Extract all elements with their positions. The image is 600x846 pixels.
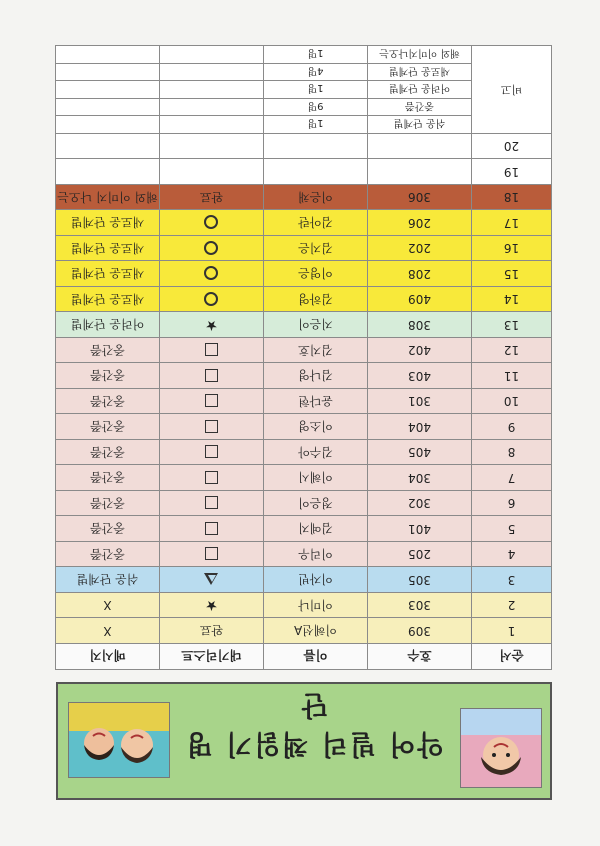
- order-cell: 18: [472, 185, 552, 211]
- note-level: 어려운 단계별: [368, 81, 472, 99]
- name-cell: 이혜시: [264, 465, 368, 491]
- order-cell: 20: [472, 134, 552, 160]
- waitlist-cell: [160, 261, 264, 287]
- column-header-order: 순서: [472, 644, 552, 670]
- table-row: [56, 363, 552, 389]
- message-cell: [56, 159, 160, 185]
- note-level: 쉬운 단계별: [368, 116, 472, 134]
- room-cell: [368, 159, 472, 185]
- waitlist-cell: [160, 312, 264, 338]
- note-count: 1명: [264, 81, 368, 99]
- room-cell: 308: [368, 312, 472, 338]
- message-cell: 새로운 단계별: [56, 287, 160, 313]
- table-row: [56, 593, 552, 619]
- note-empty-cell: [56, 116, 160, 134]
- order-cell: 5: [472, 516, 552, 542]
- name-cell: 정은이: [264, 491, 368, 517]
- waitlist-cell: 완료: [160, 618, 264, 644]
- box-mark-icon: [205, 343, 218, 356]
- message-cell: 해외 이미지 나오는: [56, 185, 160, 211]
- message-cell: 쉬운 단계별: [56, 567, 160, 593]
- table-row: [56, 618, 552, 644]
- note-level: 중간쯤: [368, 99, 472, 117]
- message-cell: 새로운 단계별: [56, 261, 160, 287]
- table-row: [56, 236, 552, 262]
- table-header-row: [56, 644, 552, 670]
- order-cell: 15: [472, 261, 552, 287]
- note-row: [56, 116, 552, 134]
- order-cell: 10: [472, 389, 552, 415]
- order-cell: 2: [472, 593, 552, 619]
- message-cell: 중간쯤: [56, 389, 160, 415]
- room-cell: [368, 134, 472, 160]
- photo-right: [68, 702, 170, 778]
- triangle-mark-icon: [205, 573, 219, 585]
- room-cell: 208: [368, 261, 472, 287]
- box-mark-icon: [205, 420, 218, 433]
- circle-mark-icon: [205, 216, 219, 230]
- table-row: [56, 491, 552, 517]
- note-level: 해외 이미지나오는: [368, 46, 472, 64]
- order-cell: 3: [472, 567, 552, 593]
- order-cell: 7: [472, 465, 552, 491]
- waitlist-cell: [160, 134, 264, 160]
- table-row: [56, 134, 552, 160]
- waitlist-cell: [160, 414, 264, 440]
- star-mark-icon: ★: [205, 316, 218, 333]
- table-row: [56, 542, 552, 568]
- message-cell: 중간쯤: [56, 414, 160, 440]
- note-count: 4명: [264, 64, 368, 82]
- table-row: [56, 261, 552, 287]
- order-cell: 16: [472, 236, 552, 262]
- notes-label: 비고: [472, 46, 552, 134]
- table-row: [56, 389, 552, 415]
- name-cell: 이자빈: [264, 567, 368, 593]
- message-cell: 중간쯤: [56, 363, 160, 389]
- circle-mark-icon: [205, 292, 219, 306]
- room-cell: 303: [368, 593, 472, 619]
- room-cell: 401: [368, 516, 472, 542]
- waitlist-cell: [160, 287, 264, 313]
- table-row: [56, 159, 552, 185]
- waitlist-cell: [160, 440, 264, 466]
- room-cell: 205: [368, 542, 472, 568]
- message-cell: 새로운 단계별: [56, 210, 160, 236]
- reading-list-table: [55, 46, 552, 671]
- waitlist-cell: [160, 567, 264, 593]
- star-mark-icon: ★: [205, 597, 218, 614]
- table-row: [56, 516, 552, 542]
- name-cell: 김나영: [264, 363, 368, 389]
- order-cell: 19: [472, 159, 552, 185]
- order-cell: 4: [472, 542, 552, 568]
- note-empty-cell: [56, 46, 160, 64]
- room-cell: 402: [368, 338, 472, 364]
- order-cell: 12: [472, 338, 552, 364]
- reading-list-table-wrap: [56, 46, 552, 671]
- children-photo-icon: [69, 703, 169, 777]
- table-row: [56, 287, 552, 313]
- waitlist-cell: 완료: [160, 185, 264, 211]
- column-header-room: 호수: [368, 644, 472, 670]
- room-cell: 404: [368, 414, 472, 440]
- room-cell: 202: [368, 236, 472, 262]
- message-cell: 어려운 단계별: [56, 312, 160, 338]
- title-banner: [56, 682, 552, 800]
- name-cell: 김하영: [264, 287, 368, 313]
- name-cell: 김지호: [264, 338, 368, 364]
- column-header-message: 메시지: [56, 644, 160, 670]
- column-header-name: 이름: [264, 644, 368, 670]
- room-cell: 302: [368, 491, 472, 517]
- message-cell: X: [56, 618, 160, 644]
- order-cell: 1: [472, 618, 552, 644]
- photo-left: [460, 708, 542, 788]
- box-mark-icon: [205, 445, 218, 458]
- table-row: [56, 567, 552, 593]
- name-cell: 윤다현: [264, 389, 368, 415]
- message-cell: 중간쯤: [56, 440, 160, 466]
- table-row: [56, 440, 552, 466]
- order-cell: 8: [472, 440, 552, 466]
- message-cell: 중간쯤: [56, 542, 160, 568]
- note-empty-cell: [160, 64, 264, 82]
- name-cell: 김아란: [264, 210, 368, 236]
- table-row: [56, 465, 552, 491]
- name-cell: 이리우: [264, 542, 368, 568]
- note-count: 9명: [264, 99, 368, 117]
- waitlist-cell: [160, 516, 264, 542]
- order-cell: 9: [472, 414, 552, 440]
- order-cell: 17: [472, 210, 552, 236]
- circle-mark-icon: [205, 241, 219, 255]
- table-row: [56, 185, 552, 211]
- child-photo-icon: [461, 709, 541, 787]
- name-cell: 김수아: [264, 440, 368, 466]
- note-empty-cell: [56, 99, 160, 117]
- box-mark-icon: [205, 471, 218, 484]
- waitlist-cell: [160, 210, 264, 236]
- message-cell: [56, 134, 160, 160]
- note-level: 새로운 단계별: [368, 64, 472, 82]
- name-cell: 이미나: [264, 593, 368, 619]
- name-cell: 이은채: [264, 185, 368, 211]
- note-count: 1명: [264, 46, 368, 64]
- waitlist-cell: [160, 159, 264, 185]
- message-cell: X: [56, 593, 160, 619]
- message-cell: 중간쯤: [56, 465, 160, 491]
- circle-mark-icon: [205, 267, 219, 281]
- order-cell: 14: [472, 287, 552, 313]
- name-cell: [264, 159, 368, 185]
- room-cell: 306: [368, 185, 472, 211]
- name-cell: 김예지: [264, 516, 368, 542]
- message-cell: 중간쯤: [56, 516, 160, 542]
- box-mark-icon: [205, 496, 218, 509]
- name-cell: 지은이: [264, 312, 368, 338]
- note-empty-cell: [160, 99, 264, 117]
- room-cell: 309: [368, 618, 472, 644]
- order-cell: 11: [472, 363, 552, 389]
- waitlist-cell: [160, 491, 264, 517]
- room-cell: 206: [368, 210, 472, 236]
- order-cell: 6: [472, 491, 552, 517]
- room-cell: 305: [368, 567, 472, 593]
- name-cell: 김지은: [264, 236, 368, 262]
- room-cell: 405: [368, 440, 472, 466]
- table-row: [56, 338, 552, 364]
- room-cell: 409: [368, 287, 472, 313]
- waitlist-cell: [160, 593, 264, 619]
- waitlist-cell: [160, 338, 264, 364]
- waitlist-cell: [160, 363, 264, 389]
- name-cell: [264, 134, 368, 160]
- box-mark-icon: [205, 394, 218, 407]
- name-cell: 이영은: [264, 261, 368, 287]
- table-body: [56, 46, 552, 644]
- box-mark-icon: [205, 522, 218, 535]
- name-cell: 이혜선A: [264, 618, 368, 644]
- table-row: [56, 414, 552, 440]
- room-cell: 403: [368, 363, 472, 389]
- waitlist-cell: [160, 542, 264, 568]
- box-mark-icon: [205, 547, 218, 560]
- column-header-waitlist: 대기리스트: [160, 644, 264, 670]
- waitlist-cell: [160, 465, 264, 491]
- note-empty-cell: [56, 64, 160, 82]
- waitlist-cell: [160, 236, 264, 262]
- note-empty-cell: [160, 116, 264, 134]
- message-cell: 중간쯤: [56, 338, 160, 364]
- box-mark-icon: [205, 369, 218, 382]
- name-cell: 이소영: [264, 414, 368, 440]
- note-count: 1명: [264, 116, 368, 134]
- table-row: [56, 312, 552, 338]
- note-empty-cell: [160, 81, 264, 99]
- message-cell: 중간쯤: [56, 491, 160, 517]
- room-cell: 301: [368, 389, 472, 415]
- note-empty-cell: [56, 81, 160, 99]
- order-cell: 13: [472, 312, 552, 338]
- message-cell: 새로운 단계별: [56, 236, 160, 262]
- room-cell: 304: [368, 465, 472, 491]
- table-row: [56, 210, 552, 236]
- page-title: 악어 빌리 책읽기 명단: [184, 689, 444, 759]
- note-empty-cell: [160, 46, 264, 64]
- waitlist-cell: [160, 389, 264, 415]
